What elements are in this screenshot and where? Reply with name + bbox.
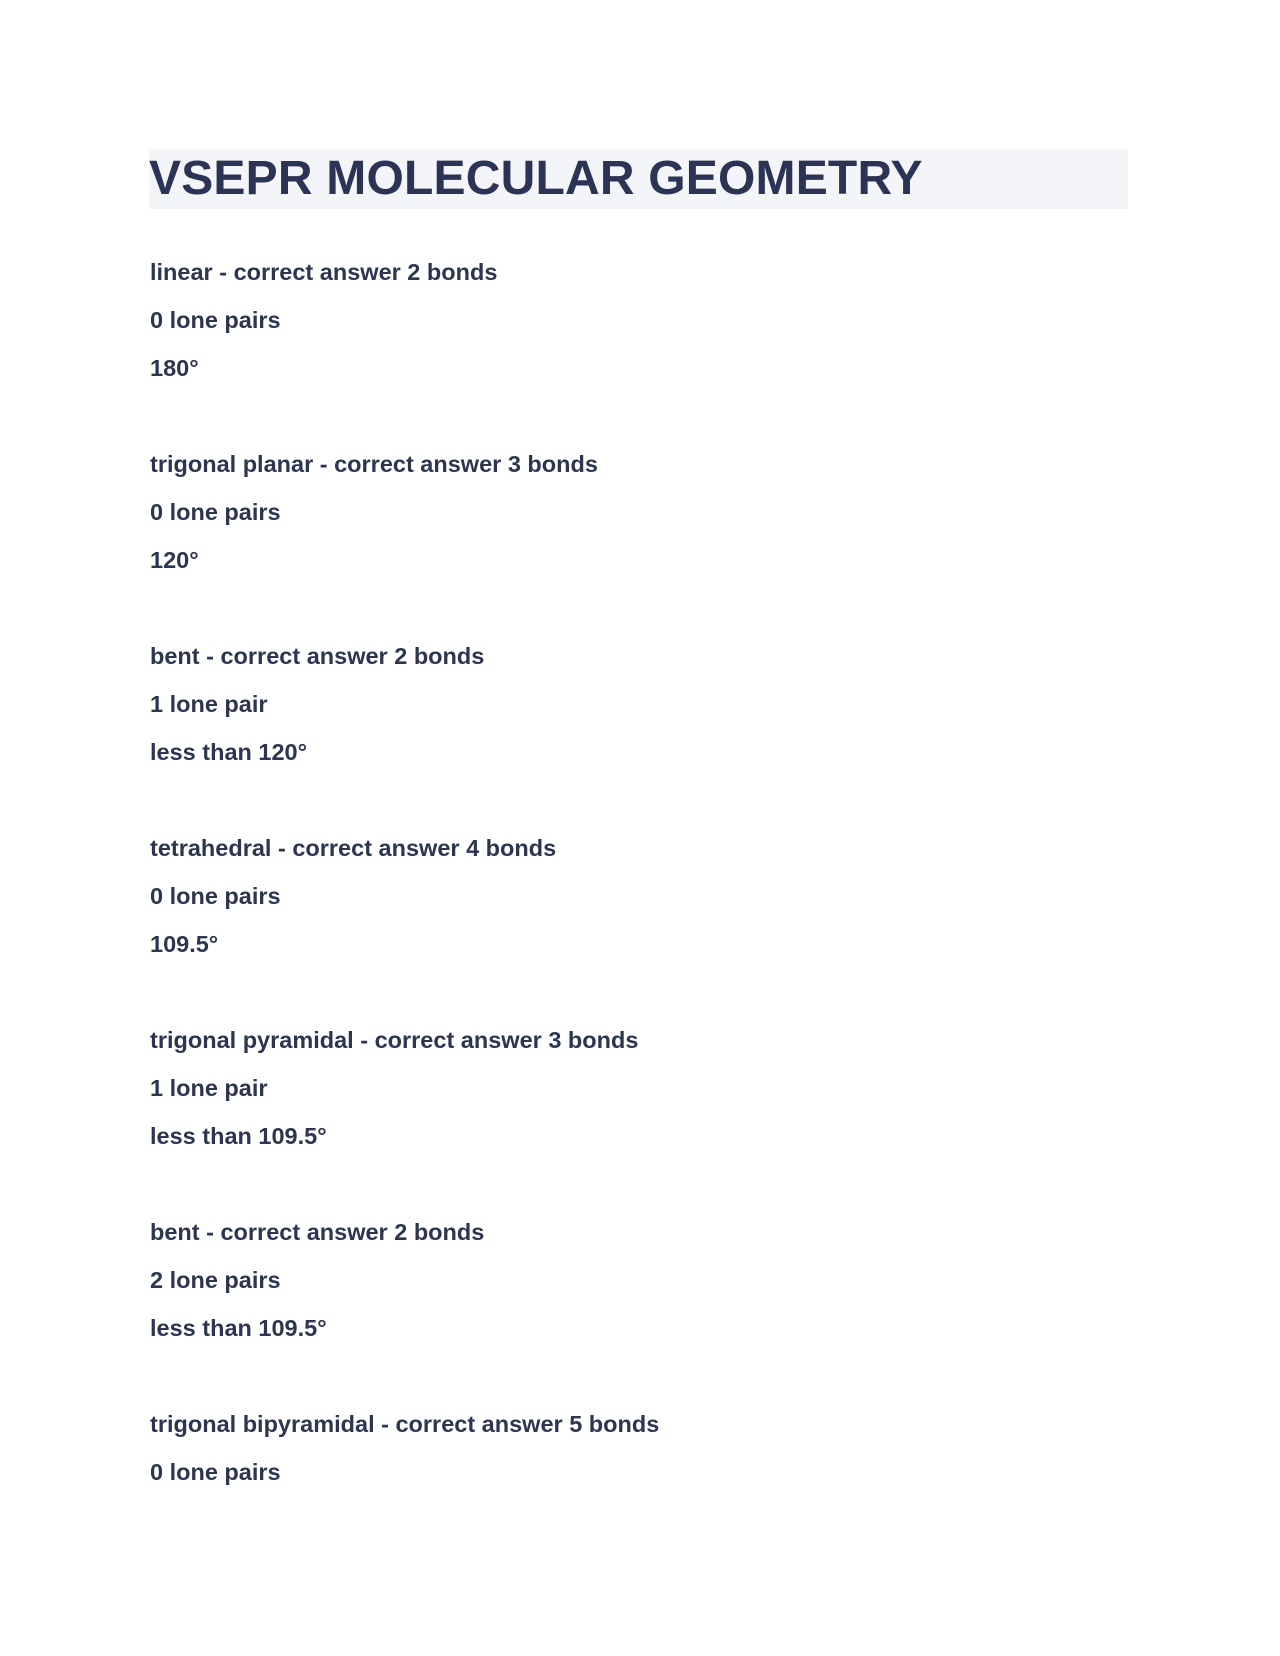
entry-bent-one-lone-pair (150, 632, 1110, 776)
entry-bond-angle: 120° (150, 547, 199, 573)
entry-tetrahedral (150, 824, 1110, 968)
entry-bond-angle: 109.5° (150, 931, 219, 957)
entry-linear (150, 248, 1110, 392)
entry-bond-angle: less than 109.5° (150, 1315, 327, 1341)
entry-lone-pairs: 2 lone pairs (150, 1267, 281, 1293)
entry-trigonal-bipyramidal (150, 1400, 1110, 1496)
entry-lone-pairs: 0 lone pairs (150, 883, 281, 909)
entry-trigonal-pyramidal (150, 1016, 1110, 1160)
entry-lone-pairs: 1 lone pair (150, 691, 268, 717)
title-banner (149, 149, 1128, 209)
entry-bond-angle: 180° (150, 355, 199, 381)
entry-heading: trigonal bipyramidal - correct answer 5 bonds (150, 1411, 660, 1437)
entry-lone-pairs: 0 lone pairs (150, 1459, 281, 1485)
entry-bond-angle: less than 120° (150, 739, 308, 765)
entry-heading: bent - correct answer 2 bonds (150, 1219, 485, 1245)
entry-lone-pairs: 1 lone pair (150, 1075, 268, 1101)
entry-heading: trigonal pyramidal - correct answer 3 bonds (150, 1027, 639, 1053)
page-title: VSEPR MOLECULAR GEOMETRY (149, 152, 923, 205)
entry-bent-two-lone-pairs (150, 1208, 1110, 1352)
entry-heading: linear - correct answer 2 bonds (150, 259, 498, 285)
entry-list (150, 248, 1110, 1544)
entry-trigonal-planar (150, 440, 1110, 584)
entry-lone-pairs: 0 lone pairs (150, 499, 281, 525)
entry-heading: trigonal planar - correct answer 3 bonds (150, 451, 598, 477)
entry-bond-angle: less than 109.5° (150, 1123, 327, 1149)
entry-heading: tetrahedral - correct answer 4 bonds (150, 835, 557, 861)
entry-heading: bent - correct answer 2 bonds (150, 643, 485, 669)
entry-lone-pairs: 0 lone pairs (150, 307, 281, 333)
